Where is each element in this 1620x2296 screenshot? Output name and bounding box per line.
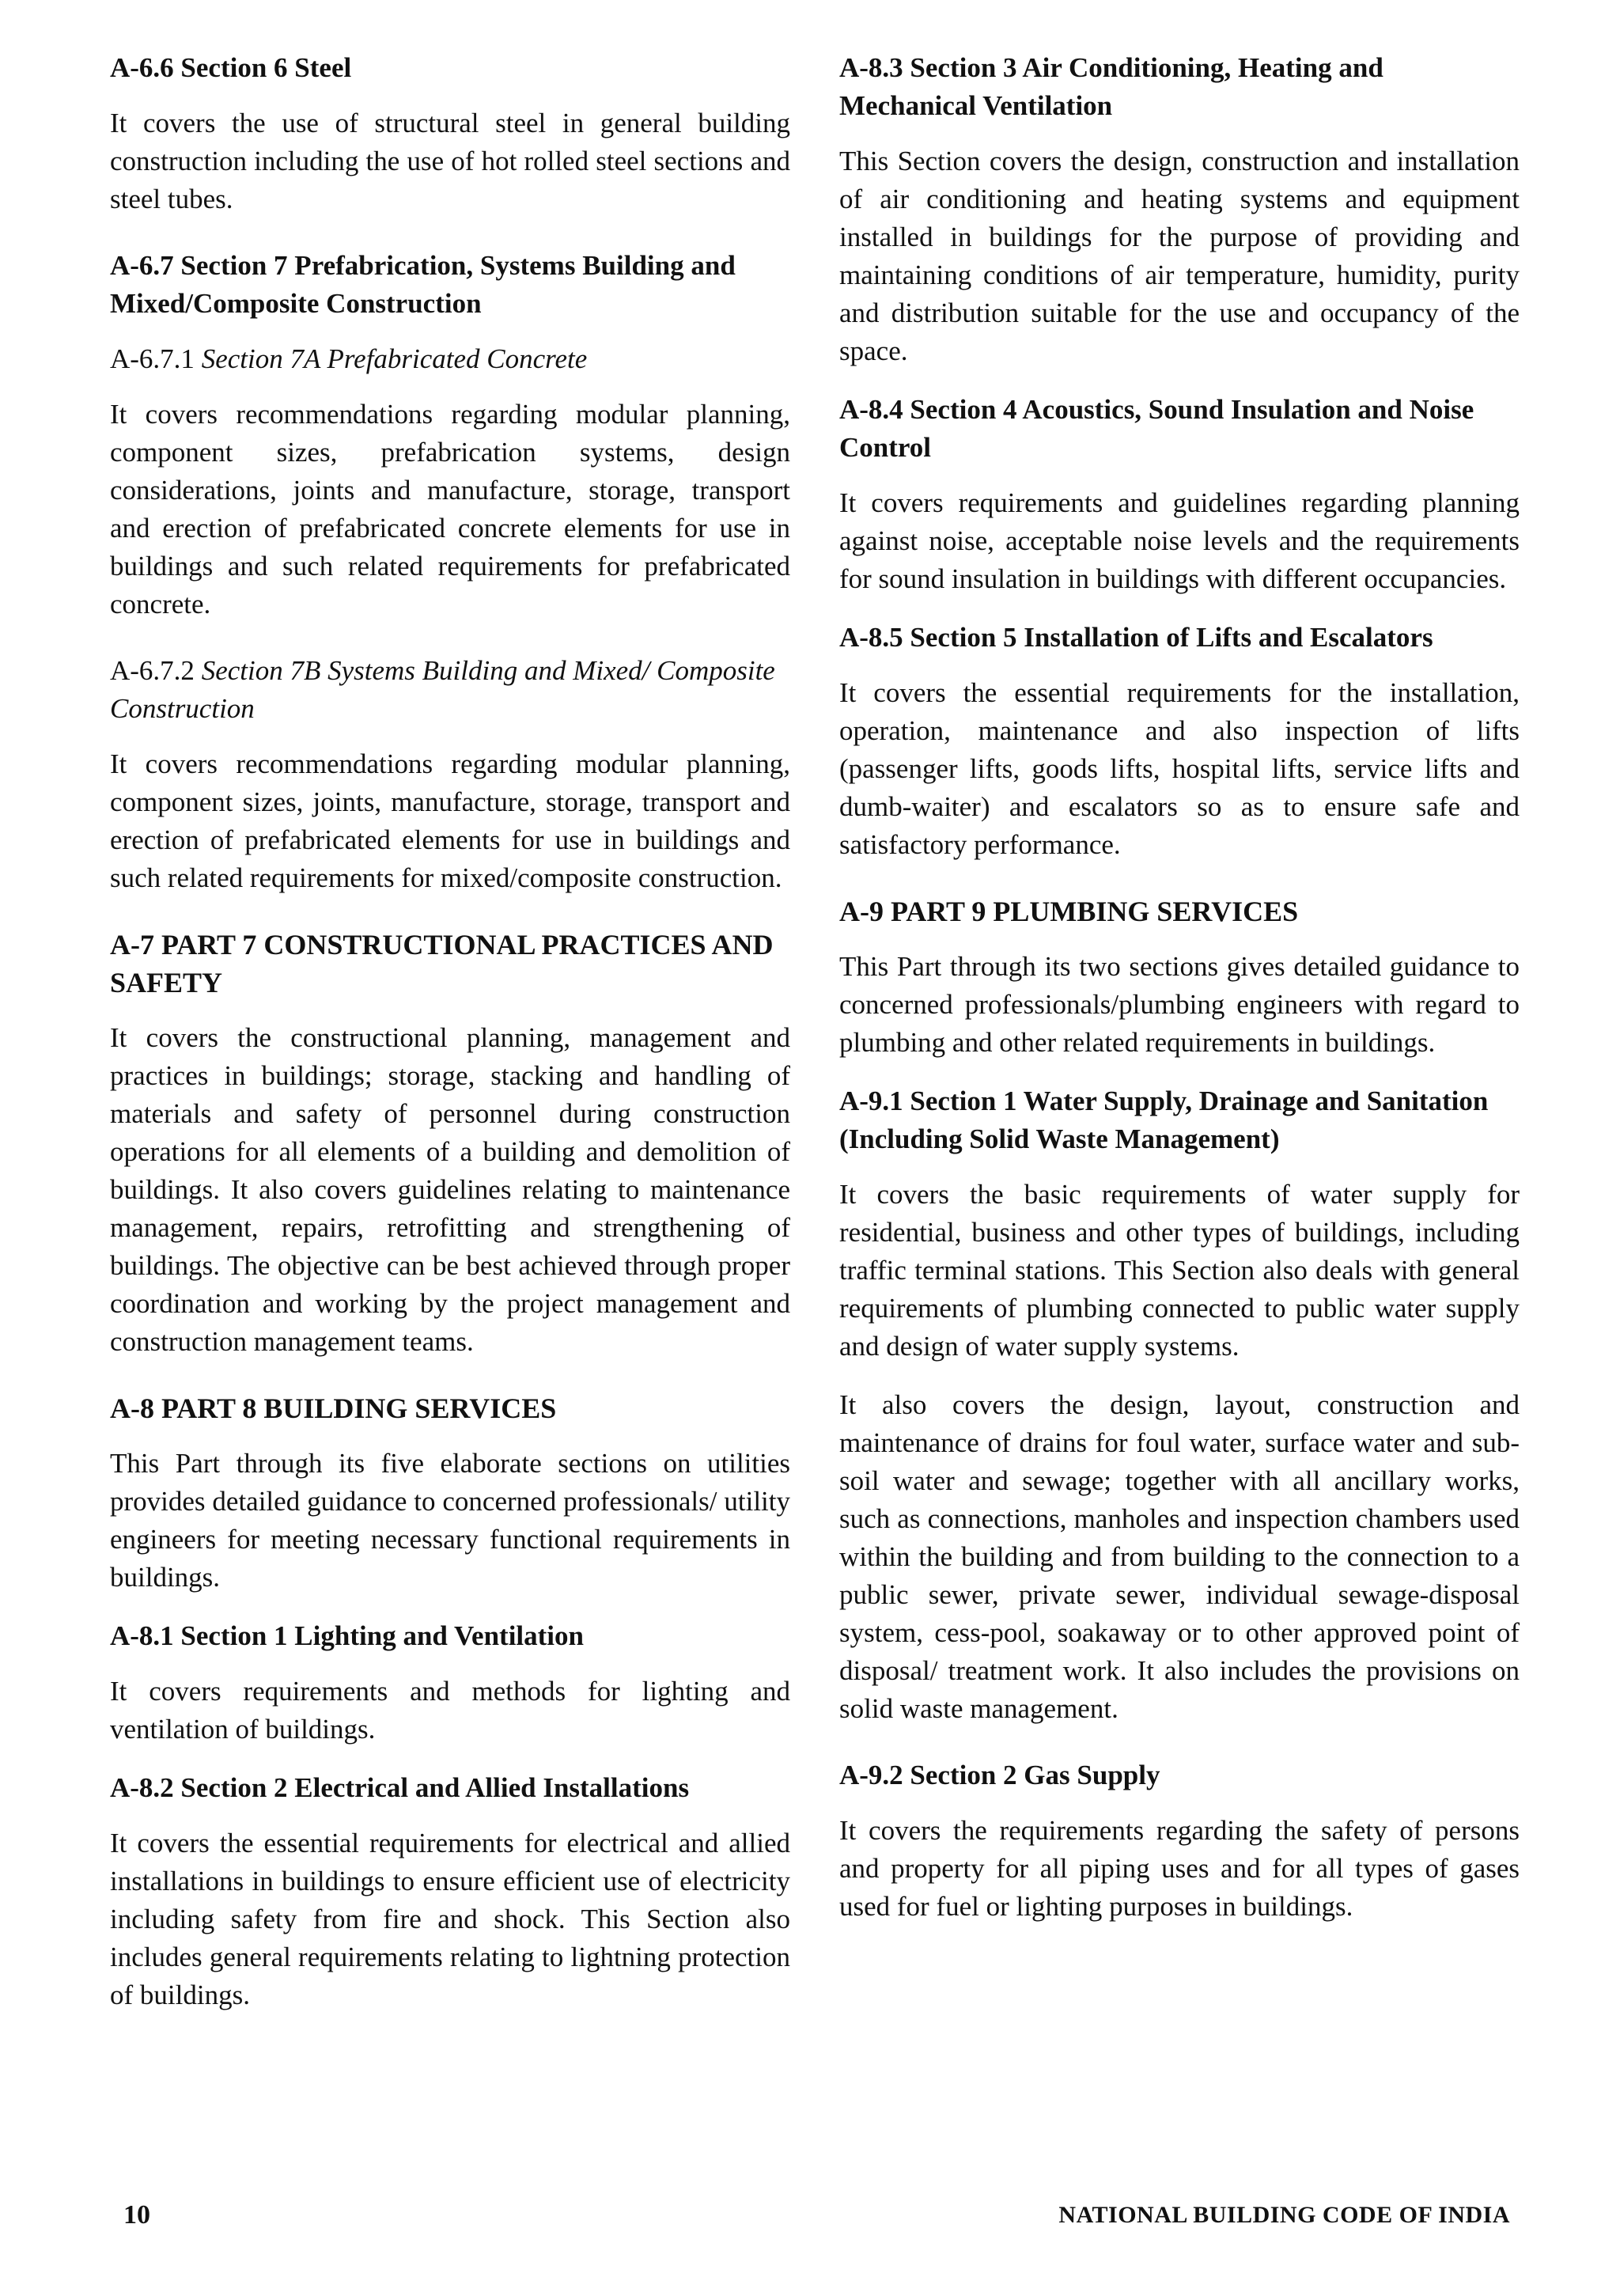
section-body-a-6-6: It covers the use of structural steel in general building construction including the use of hot rolled steel sections and steel tubes. xyxy=(110,108,790,214)
part-heading-a-8: A-8 PART 8 BUILDING SERVICES xyxy=(110,1392,557,1424)
section-body-a-6-7-2: It covers recommendations regarding modular planning, component sizes, joints, manufacture, storage, transport and erection of prefabricated elements for use in buildings and such related requirements for mixed/composite construction. xyxy=(110,748,790,893)
subsection-title: Section 7A Prefabricated Concrete xyxy=(201,343,588,374)
section-heading-a-8-2: A-8.2 Section 2 Electrical and Allied Installations xyxy=(110,1772,690,1803)
section-heading-a-8-4: A-8.4 Section 4 Acoustics, Sound Insulation and Noise Control xyxy=(839,394,1474,463)
section-body-a-9-1-para-1: It covers the basic requirements of water supply for residential, business and other types of buildings, including traffic terminal stations. This Section also deals with general requirements of plumbing connected to public water supply and design of water supply systems. xyxy=(839,1179,1520,1362)
subsection-heading-a-6-7-2 xyxy=(110,652,790,728)
section-heading-a-9-1: A-9.1 Section 1 Water Supply, Drainage and Sanitation (Including Solid Waste Management) xyxy=(839,1085,1489,1154)
page-footer xyxy=(110,2196,1510,2236)
section-body-a-9-1-para-2: It also covers the design, layout, construction and maintenance of drains for foul water, surface water and sub-soil water and sewage; together with all ancillary works, such as connections, manholes and inspection chambers used within the building and from building to the connection to a public sewer, private sewer, individual sewage-disposal system, cess-pool, soakaway or to other approved point of disposal/ treatment work. It also includes the provisions on solid waste management. xyxy=(839,1389,1520,1724)
page-number: 10 xyxy=(123,2200,150,2230)
section-body-a-8: This Part through its five elaborate sections on utilities provides detailed guidance to concerned professionals/ utility engineers for meeting necessary functional requirements in buildings. xyxy=(110,1448,790,1593)
left-column xyxy=(110,49,790,2043)
section-heading-a-8-1: A-8.1 Section 1 Lighting and Ventilation xyxy=(110,1620,584,1651)
section-body-a-8-5: It covers the essential requirements for the installation, operation, maintenance and also inspection of lifts (passenger lifts, goods lifts, hospital lifts, service lifts and dumb-waiter) and escalators so as to ensure safe and satisfactory performance. xyxy=(839,677,1520,860)
right-column xyxy=(839,49,1520,1954)
subsection-heading-a-6-7-1 xyxy=(110,340,790,378)
section-heading-a-6-7: A-6.7 Section 7 Prefabrication, Systems Building and Mixed/Composite Construction xyxy=(110,250,736,319)
section-heading-a-9-2: A-9.2 Section 2 Gas Supply xyxy=(839,1760,1160,1790)
section-body-a-6-7-1: It covers recommendations regarding modular planning, component sizes, prefabrication systems, design considerations, joints and manufacture, storage, transport and erection of prefabricated concrete elements for use in buildings and such related requirements for prefabricated concrete. xyxy=(110,399,790,619)
section-body-a-7: It covers the constructional planning, management and practices in buildings; storage, stacking and handling of materials and safety of personnel during construction operations for all elements of a building and demolition of buildings. It also covers guidelines relating to maintenance management, repairs, retrofitting and strengthening of buildings. The objective can be best achieved through proper coordination and working by the project management and construction management teams. xyxy=(110,1022,790,1357)
section-body-a-9: This Part through its two sections gives detailed guidance to concerned professionals/plumbing engineers with regard to plumbing and other related requirements in buildings. xyxy=(839,951,1520,1058)
subsection-title: Section 7B Systems Building and Mixed/ Composite Construction xyxy=(110,655,775,724)
section-body-a-8-4: It covers requirements and guidelines regarding planning against noise, acceptable noise levels and the requirements for sound insulation in buildings with different occupancies. xyxy=(839,487,1520,594)
section-heading-a-8-5: A-8.5 Section 5 Installation of Lifts and Escalators xyxy=(839,622,1433,653)
section-body-a-8-1: It covers requirements and methods for lighting and ventilation of buildings. xyxy=(110,1676,790,1745)
running-title: NATIONAL BUILDING CODE OF INDIA xyxy=(1058,2202,1510,2228)
subsection-number: A-6.7.1 xyxy=(110,343,195,374)
subsection-number: A-6.7.2 xyxy=(110,655,195,686)
part-heading-a-7: A-7 PART 7 CONSTRUCTIONAL PRACTICES AND SAFETY xyxy=(110,929,774,998)
section-heading-a-6-6: A-6.6 Section 6 Steel xyxy=(110,52,352,83)
section-body-a-8-3: This Section covers the design, construction and installation of air conditioning and heating systems and equipment installed in buildings for the purpose of providing and maintaining conditions of air temperature, humidity, purity and distribution suitable for the use and occupancy of the space. xyxy=(839,146,1520,366)
section-heading-a-8-3: A-8.3 Section 3 Air Conditioning, Heating and Mechanical Ventilation xyxy=(839,52,1383,121)
part-heading-a-9: A-9 PART 9 PLUMBING SERVICES xyxy=(839,896,1299,927)
section-body-a-8-2: It covers the essential requirements for electrical and allied installations in buildings to ensure efficient use of electricity including safety from fire and shock. This Section also includes general requirements relating to lightning protection of buildings. xyxy=(110,1828,790,2010)
section-body-a-9-2: It covers the requirements regarding the safety of persons and property for all piping uses and for all types of gases used for fuel or lighting purposes in buildings. xyxy=(839,1815,1520,1922)
